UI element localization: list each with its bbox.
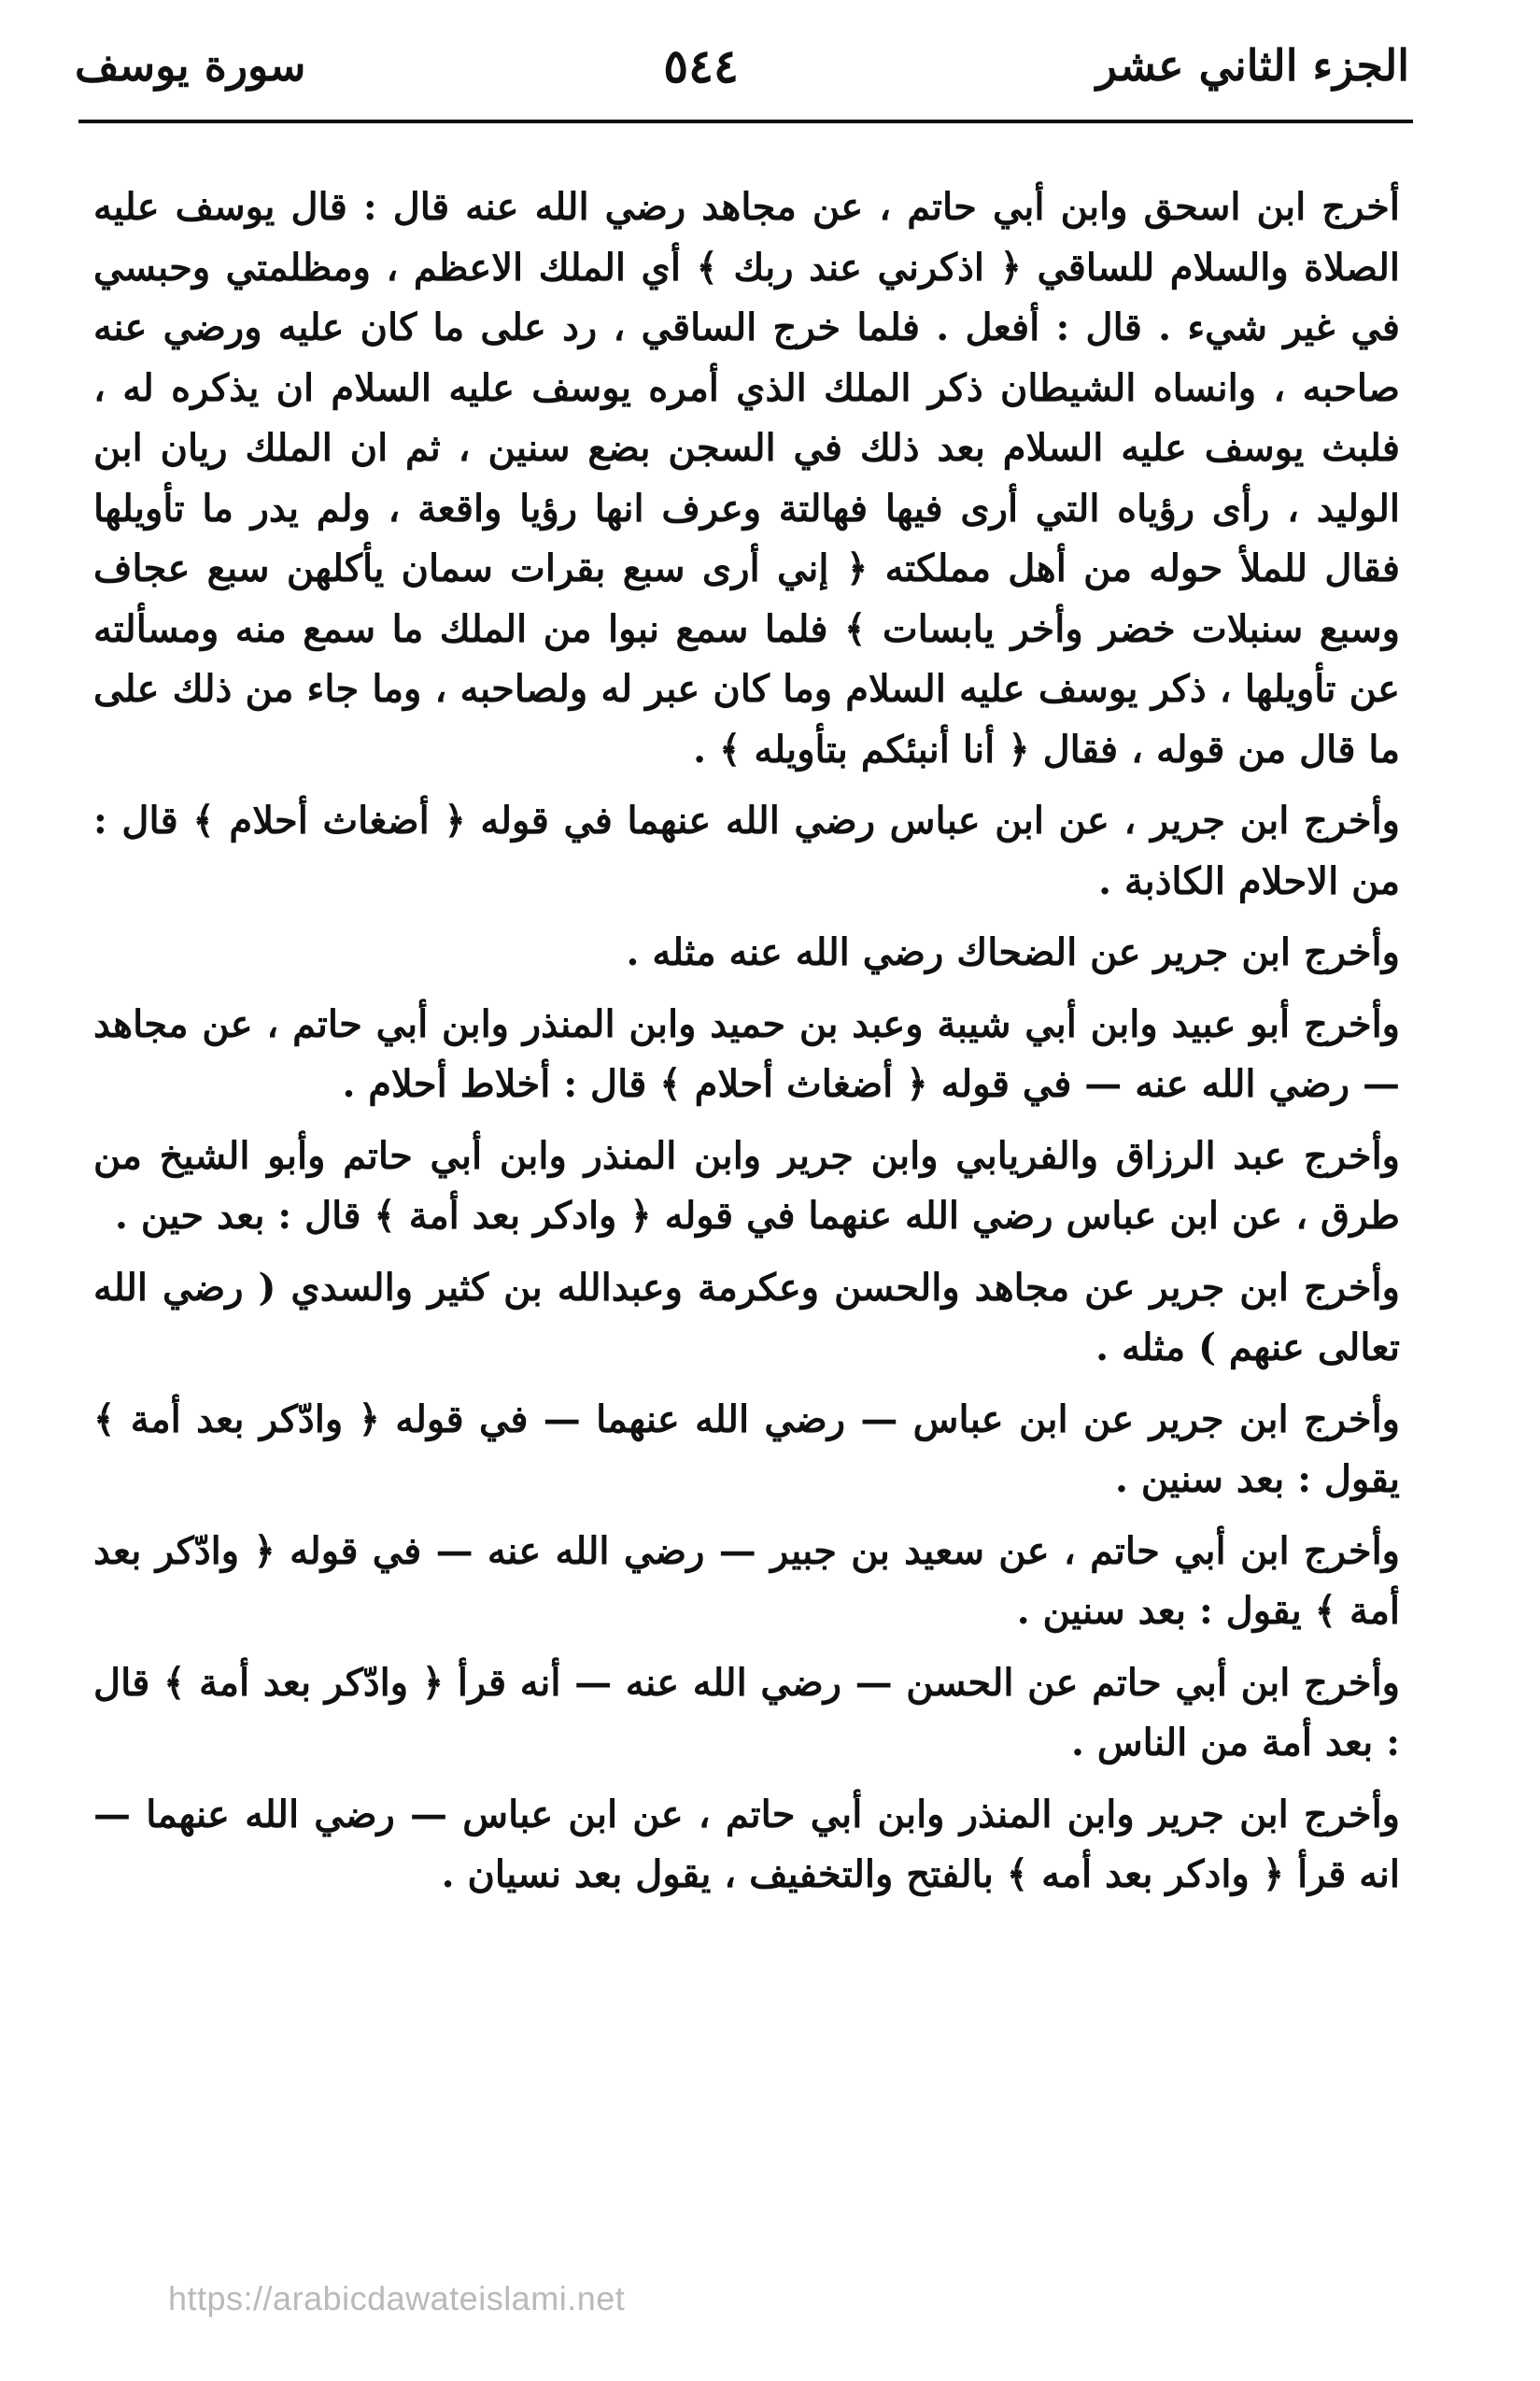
paragraph: وأخرج ابن جرير عن ابن عباس — رضي الله عنهما — في قوله ﴿ وادّكر بعد أمة ﴾ يقول : بعد سنين . [93, 1396, 1400, 1501]
surah-title: سورة يوسف [75, 40, 306, 91]
paragraph: أخرج ابن اسحق وابن أبي حاتم ، عن مجاهد رضي الله عنه قال : قال يوسف عليه الصلاة والسلام للساقي ﴿ اذكرني عند ربك ﴾ أي الملك الاعظم ، ومظلمتي وحبسي في غير شيء . قال : أفعل . فلما خرج الساقي ، رد على ما كان عليه ورضي عنه صاحبه ، وانساه الشيطان ذكر الملك الذي أمره يوسف عليه السلام ان يذكره له ، فلبث يوسف عليه السلام بعد ذلك في السجن بضع سنين ، ثم ان الملك ريان ابن الوليد ، رأى رؤياه التي أرى فيها فهالتة وعرف انها رؤيا واقعة ، ولم يدر ما تأويلها فقال للملأ حوله من أهل مملكته ﴿ إني أرى سبع بقرات سمان يأكلهن سبع عجاف وسبع سنبلات خضر وأخر يابسات ﴾ فلما سمع نبوا من الملك ما سمع منه ومسألته عن تأويلها ، ذكر يوسف عليه السلام وما كان عبر له ولصاحبه ، وما جاء من ذلك على ما قال من قوله ، فقال ﴿ أنا أنبئكم بتأويله ﴾ . [93, 185, 1400, 772]
juz-title: الجزء الثاني عشر [1095, 40, 1409, 91]
paragraph: وأخرج ابن أبي حاتم ، عن سعيد بن جبير — رضي الله عنه — في قوله ﴿ وادّكر بعد أمة ﴾ يقول : بعد سنين . [93, 1528, 1400, 1633]
page-header [75, 28, 1409, 103]
paragraph: وأخرج ابن جرير ، عن ابن عباس رضي الله عنهما في قوله ﴿ أضغاث أحلام ﴾ قال : من الاحلام الكاذبة . [93, 799, 1400, 903]
paragraph: وأخرج ابن جرير وابن المنذر وابن أبي حاتم ، عن ابن عباس — رضي الله عنهما — انه قرأ ﴿ وادكر بعد أمه ﴾ بالفتح والتخفيف ، يقول بعد نسيان . [93, 1792, 1400, 1896]
page-number: ٥٤٤ [663, 37, 739, 93]
paragraph: وأخرج أبو عبيد وابن أبي شيبة وعبد بن حميد وابن المنذر وابن أبي حاتم ، عن مجاهد — رضي الله عنه — في قوله ﴿ أضغاث أحلام ﴾ قال : أخلاط أحلام . [93, 1001, 1400, 1106]
paragraph: وأخرج عبد الرزاق والفريابي وابن جرير وابن المنذر وابن أبي حاتم وأبو الشيخ من طرق ، عن ابن عباس رضي الله عنهما في قوله ﴿ وادكر بعد أمة ﴾ قال : بعد حين . [93, 1133, 1400, 1238]
paragraph: وأخرج ابن جرير عن مجاهد والحسن وعكرمة وعبدالله بن كثير والسدي ( رضي الله تعالى عنهم ) مثله . [93, 1265, 1400, 1369]
paragraph: وأخرج ابن جرير عن الضحاك رضي الله عنه مثله . [626, 930, 1400, 974]
watermark-url: https://arabicdawateislami.net [168, 2279, 626, 2317]
header-rule [78, 120, 1413, 123]
page-body [93, 177, 1400, 1917]
paragraph: وأخرج ابن أبي حاتم عن الحسن — رضي الله عنه — أنه قرأ ﴿ وادّكر بعد أمة ﴾ قال : بعد أمة من الناس . [93, 1660, 1400, 1764]
